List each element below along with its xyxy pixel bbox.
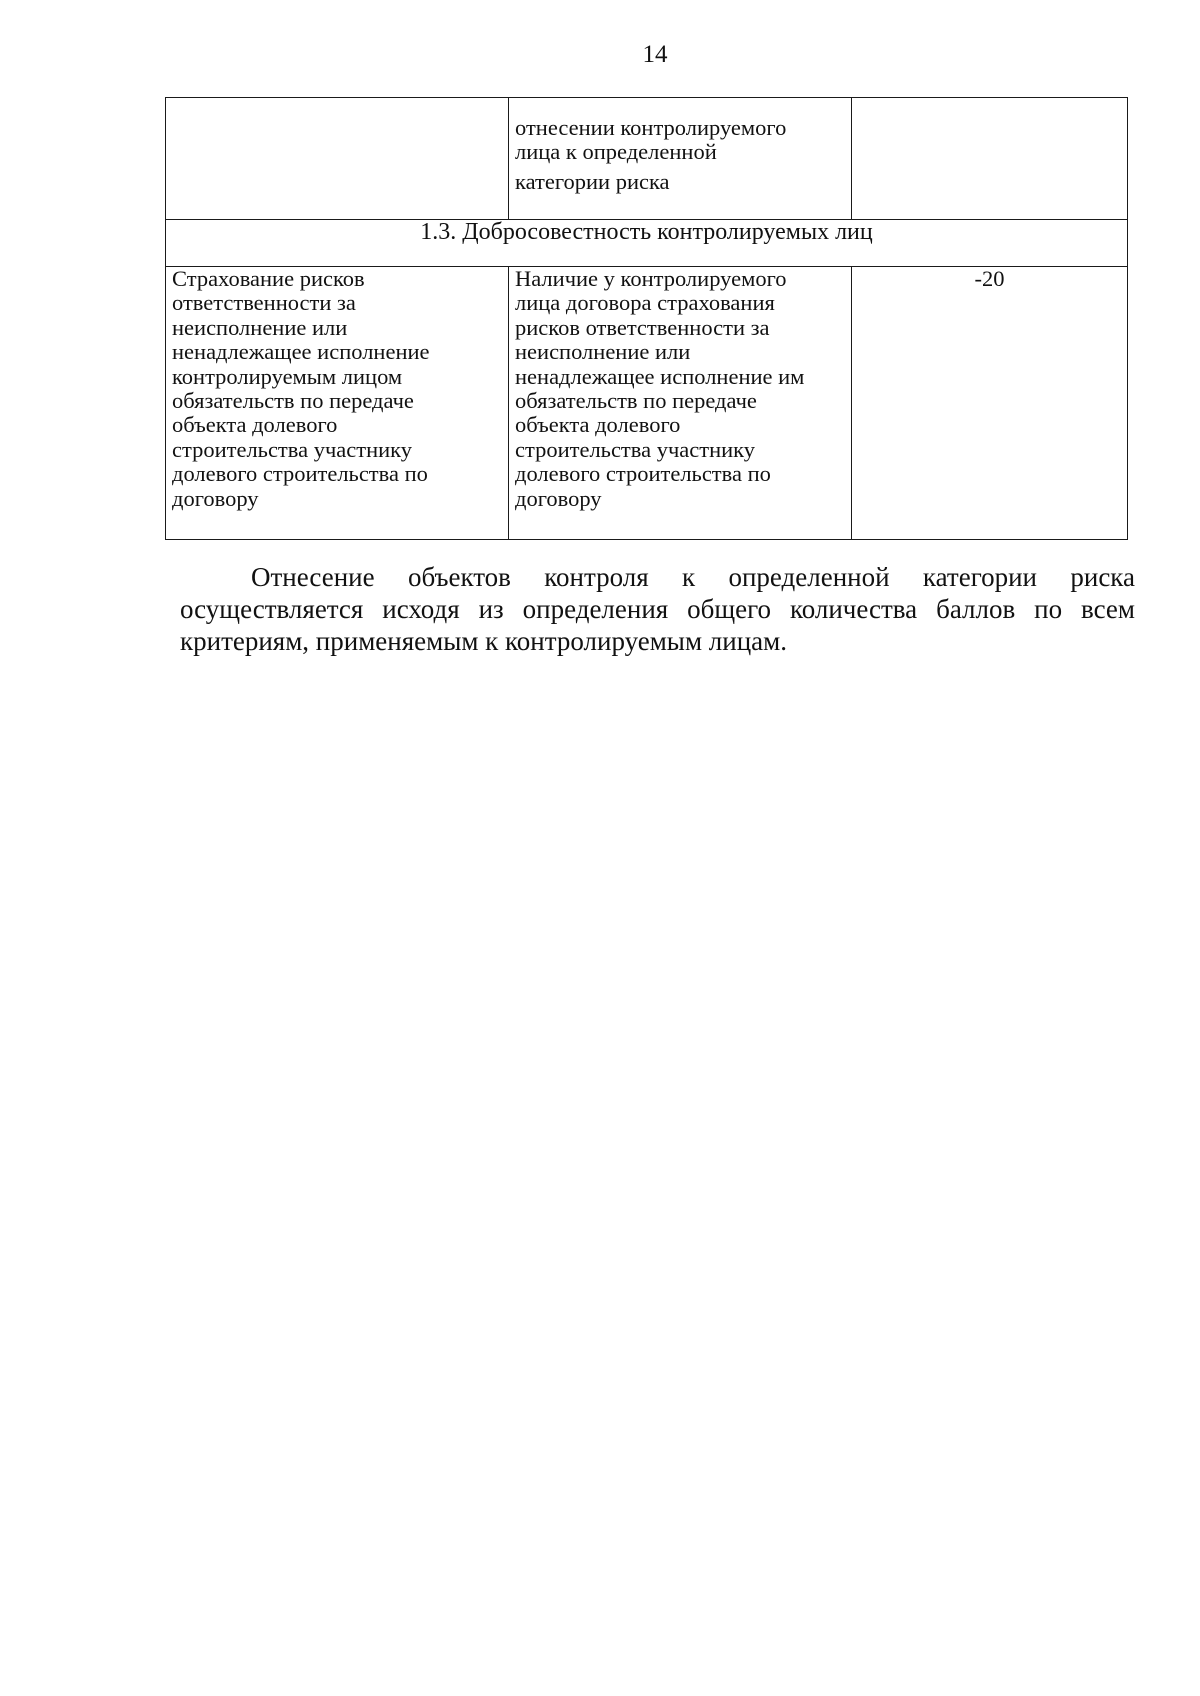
criterion-line: договору [172,485,259,511]
paragraph-line: осуществляется исходя из определения общего количества баллов по всем [180,594,1135,624]
body-paragraph [180,561,1135,657]
table-cell-score: -20 [852,267,1128,540]
criterion-line: неисполнение или [172,314,348,340]
table-cell-criterion [166,267,509,540]
table-cell-score [852,98,1128,220]
indicator-line: категории риска [515,168,670,194]
indicator-line: обязательств по передаче [515,388,757,414]
indicator-line: долевого строительства по [515,461,771,487]
indicator-line: строительства участнику [515,436,756,462]
table-cell-indicator [509,267,852,540]
indicator-line: ненадлежащее исполнение им [515,363,805,389]
indicator-line: лица договора страхования [515,290,775,316]
criteria-table [165,97,1128,540]
table-row-continued [166,98,1128,220]
criterion-line: ответственности за [172,290,356,316]
paragraph-line: критериям, применяемым к контролируемым лицам. [180,626,787,656]
table-cell-indicator [509,98,852,220]
criterion-line: обязательств по передаче [172,388,414,414]
criterion-line: объекта долевого [172,412,338,438]
section-heading: 1.3. Добросовестность контролируемых лиц [166,220,1128,267]
table-row [166,267,1128,540]
indicator-line: неисполнение или [515,339,691,365]
table-cell-criterion [166,98,509,220]
criterion-line: строительства участнику [172,436,413,462]
indicator-line: объекта долевого [515,412,681,438]
indicator-line: отнесении контролируемого [515,115,787,140]
criterion-line: Страхование рисков [172,266,365,291]
criterion-line: долевого строительства по [172,461,428,487]
indicator-line: лица к определенной [515,139,717,165]
paragraph-line: Отнесение объектов контроля к определенной категории риска [251,562,1135,592]
indicator-line: рисков ответственности за [515,314,770,340]
page-number: 14 [642,41,668,68]
indicator-line: Наличие у контролируемого [515,266,787,291]
table-section-row [166,220,1128,267]
criterion-line: контролируемым лицом [172,363,403,389]
indicator-line: договору [515,485,602,511]
criterion-line: ненадлежащее исполнение [172,339,430,365]
